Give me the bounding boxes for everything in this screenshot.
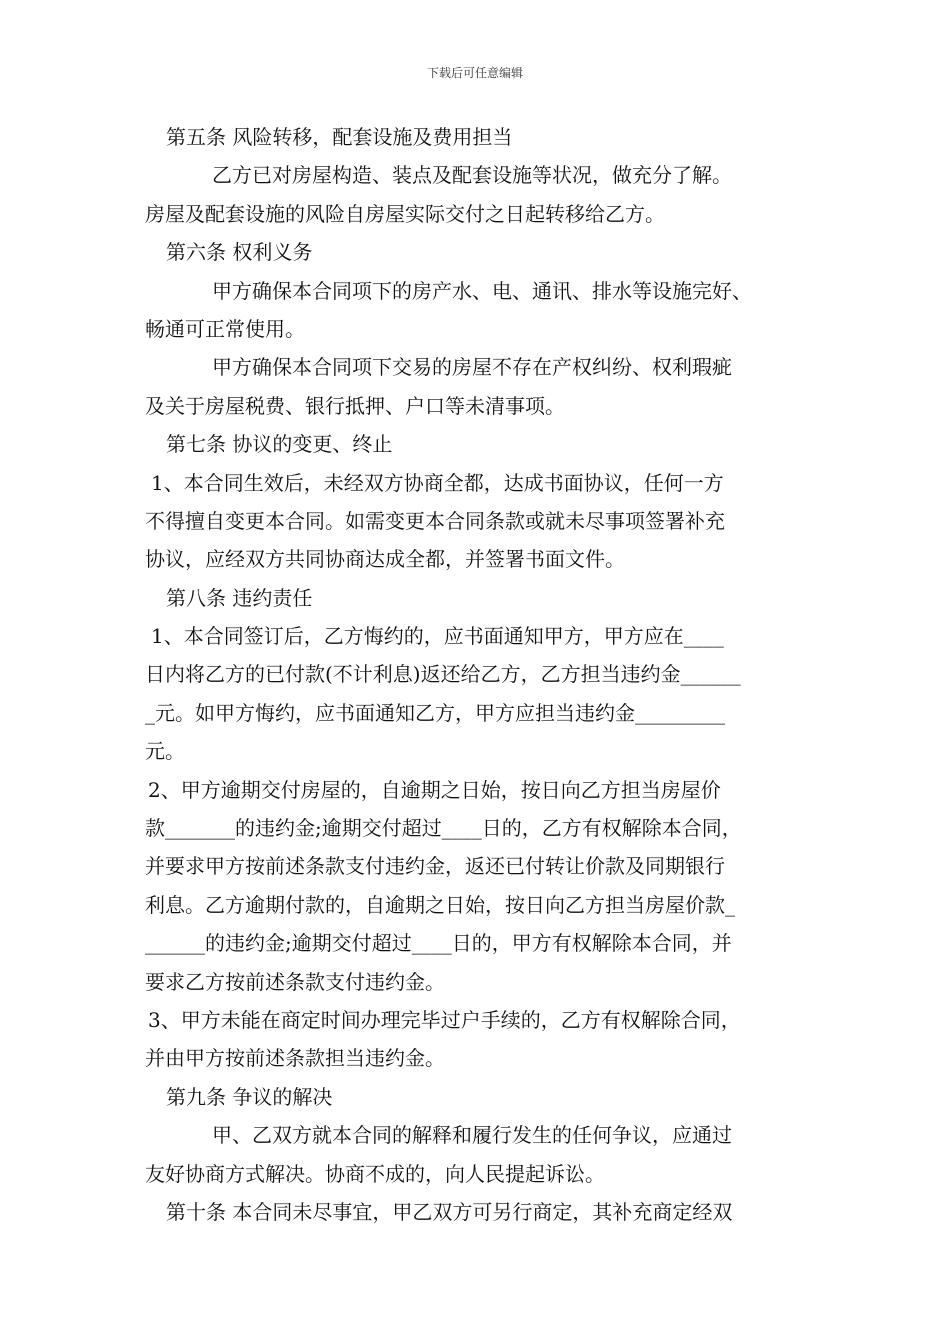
text-line: 甲方确保本合同项下交易的房屋不存在产权纠纷、权利瑕疵 [212,355,732,380]
text-line: 友好协商方式解决。协商不成的，向人民提起诉讼。 [145,1161,605,1186]
text-line: 第五条 风险转移，配套设施及费用担当 [166,125,513,149]
text-line: 协议，应经双方共同协商达成全都，并签署书面文件。 [145,547,625,572]
text-line: 甲、乙双方就本合同的解释和履行发生的任何争议，应通过 [212,1123,732,1148]
text-line: 畅通可正常使用。 [145,316,305,341]
text-line: 元。 [145,739,185,764]
text-line: 第八条 违约责任 [166,585,313,610]
text-line: 第六条 权利义务 [166,240,313,265]
text-line: 并要求甲方按前述条款支付违约金，返还已付转让价款及同期银行 [145,854,725,879]
text-line: 1、本合同生效后，未经双方协商全都，达成书面协议，任何一方 [151,470,724,495]
text-line: 房屋及配套设施的风险自房屋实际交付之日起转移给乙方。 [145,201,665,226]
text-line: 款_______的违约金;逾期交付超过____日的，乙方有权解除本合同， [145,816,742,841]
text-line: 及关于房屋税费、银行抵押、户口等未清事项。 [145,393,565,418]
document-body [145,118,807,1231]
text-line: 甲方确保本合同项下的房产水、电、通讯、排水等设施完好、 [212,278,752,303]
text-line: 第七条 协议的变更、终止 [166,432,393,457]
text-line: _元。如甲方悔约，应书面通知乙方，甲方应担当违约金_________ [145,700,725,725]
text-line: 要求乙方按前述条款支付违约金。 [145,969,445,994]
text-line: 1、本合同签订后，乙方悔约的，应书面通知甲方，甲方应在____ [151,624,724,649]
text-line: 第九条 争议的解决 [166,1084,333,1109]
text-line: 不得擅自变更本合同。如需变更本合同条款或就未尽事项签署补充 [145,508,725,533]
page-header: 下载后可任意编辑 [426,66,523,80]
text-line: 并由甲方按前述条款担当违约金。 [145,1046,445,1071]
text-line: 2、甲方逾期交付房屋的，自逾期之日始，按日向乙方担当房屋价 [148,777,721,802]
text-line: 利息。乙方逾期付款的，自逾期之日始，按日向乙方担当房屋价款_ [145,892,735,917]
text-line: 第十条 本合同未尽事宜，甲乙双方可另行商定，其补充商定经双 [166,1199,733,1224]
text-line: ______的违约金;逾期交付超过____日的，甲方有权解除本合同，并 [145,931,732,956]
text-line: 日内将乙方的已付款(不计利息)返还给乙方，乙方担当违约金______ [145,662,741,687]
text-line: 3、甲方未能在商定时间办理完毕过户手续的，乙方有权解除合同， [148,1007,741,1032]
text-line: 乙方已对房屋构造、装点及配套设施等状况，做充分了解。 [212,163,732,188]
